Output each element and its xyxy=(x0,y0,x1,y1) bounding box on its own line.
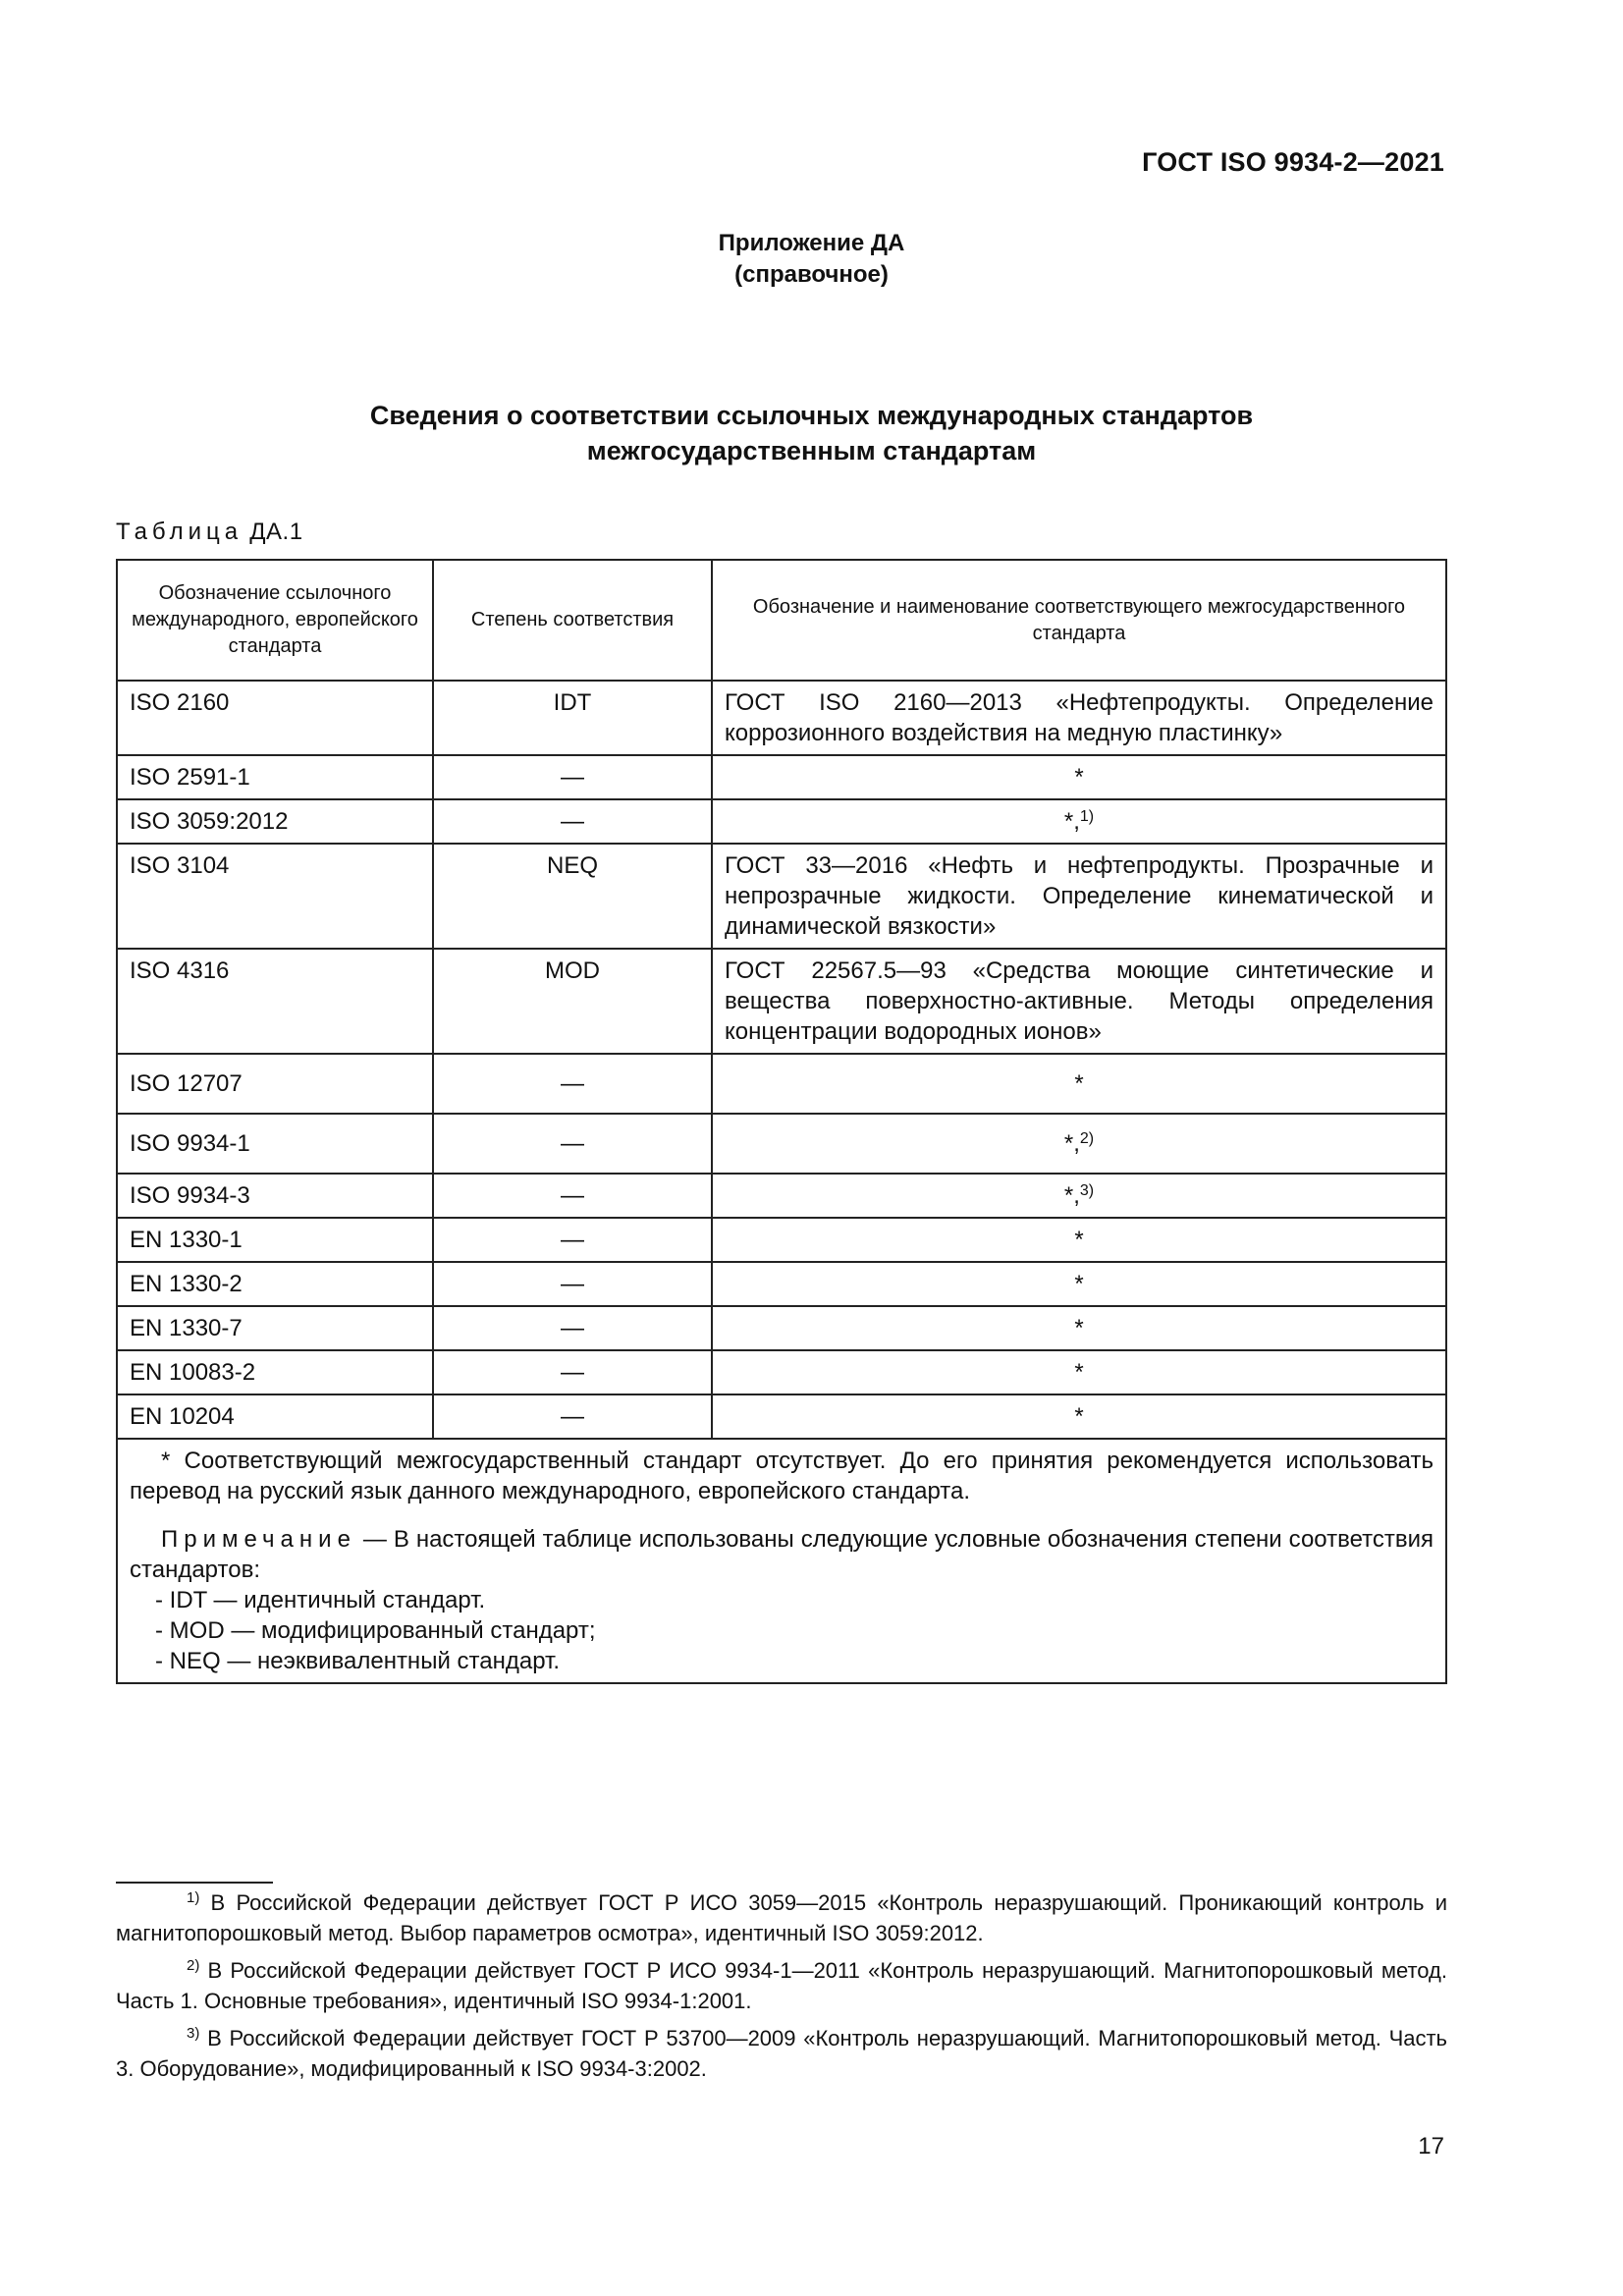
table-row xyxy=(117,1114,1446,1174)
appendix-subtitle: (справочное) xyxy=(734,261,889,288)
cell-reference: EN 1330-1 xyxy=(117,1218,433,1262)
cell-degree: — xyxy=(433,1350,712,1394)
cell-standard: * xyxy=(712,1306,1446,1350)
cell-standard: ГОСТ ISO 2160—2013 «Нефтепродукты. Определение коррозионного воздействия на медную пластинку» xyxy=(712,681,1446,755)
table-footnote-star: * Соответствующий межгосударственный стандарт отсутствует. До его принятия рекомендуется использовать перевод на русский язык данного международного, европейского стандарта. xyxy=(130,1448,1434,1504)
document-designation: ГОСТ ISO 9934-2—2021 xyxy=(1142,147,1444,177)
cell-degree: NEQ xyxy=(433,844,712,949)
cell-standard-text: *, xyxy=(1063,1130,1080,1157)
table-header-row xyxy=(117,560,1446,681)
table-row xyxy=(117,799,1446,844)
table-caption xyxy=(116,519,303,546)
cell-reference: EN 1330-2 xyxy=(117,1262,433,1306)
cell-reference: ISO 9934-3 xyxy=(117,1174,433,1218)
footnote-text: В Российской Федерации действует ГОСТ Р 53700—2009 «Контроль неразрушающий. Магнитопорошковый метод. Часть 3. Оборудование», модифицированный к ISO 9934-3:2002. xyxy=(116,2026,1447,2081)
table-row xyxy=(117,1054,1446,1114)
note-list xyxy=(130,1585,1434,1676)
list-item: - IDT — идентичный стандарт. xyxy=(155,1587,486,1613)
cell-reference: ISO 4316 xyxy=(117,949,433,1054)
cell-degree: — xyxy=(433,799,712,844)
cell-degree: — xyxy=(433,1306,712,1350)
cell-standard-text: *, xyxy=(1063,1182,1080,1209)
appendix-heading xyxy=(0,228,1623,291)
cell-reference: EN 10083-2 xyxy=(117,1350,433,1394)
footnote-mark: 3) xyxy=(187,2025,200,2042)
cell-standard: * xyxy=(712,1054,1446,1114)
table-notes-row xyxy=(117,1439,1446,1683)
list-item: - NEQ — неэквивалентный стандарт. xyxy=(155,1648,561,1674)
footnote-text: В Российской Федерации действует ГОСТ Р ИСО 9934-1—2011 «Контроль неразрушающий. Магнитопорошковый метод. Часть 1. Основные требования», идентичный ISO 9934-1:2001. xyxy=(116,1958,1447,2013)
page-number: 17 xyxy=(1418,2133,1444,2159)
table-notes xyxy=(117,1439,1446,1683)
cell-degree: — xyxy=(433,1174,712,1218)
cell-reference: ISO 12707 xyxy=(117,1054,433,1114)
footnotes xyxy=(116,1887,1447,2091)
cell-degree: — xyxy=(433,1218,712,1262)
cell-reference: ISO 2591-1 xyxy=(117,755,433,799)
cell-standard xyxy=(712,1114,1446,1174)
table-row xyxy=(117,755,1446,799)
cell-reference: ISO 9934-1 xyxy=(117,1114,433,1174)
footnote-3 xyxy=(116,2023,1447,2084)
table-caption-word: Таблица xyxy=(116,519,243,545)
cell-reference: ISO 3104 xyxy=(117,844,433,949)
cell-standard: * xyxy=(712,755,1446,799)
page-title-line-2: межгосударственным стандартам xyxy=(586,436,1037,465)
table-row xyxy=(117,1350,1446,1394)
table-row xyxy=(117,1306,1446,1350)
cell-degree: — xyxy=(433,1262,712,1306)
table-row xyxy=(117,949,1446,1054)
note-text: — В настоящей таблице использованы следующие условные обозначения степени соответствия стандартов: xyxy=(130,1526,1434,1583)
cell-standard xyxy=(712,799,1446,844)
correspondence-table xyxy=(116,559,1447,1684)
footnote-text: В Российской Федерации действует ГОСТ Р ИСО 3059—2015 «Контроль неразрушающий. Проникающий контроль и магнитопорошковый метод. Выбор параметров осмотра», идентичный ISO 3059:2012. xyxy=(116,1890,1447,1945)
page-title-line-1: Сведения о соответствии ссылочных международных стандартов xyxy=(369,401,1254,430)
table-note xyxy=(130,1524,1434,1585)
cell-reference: EN 10204 xyxy=(117,1394,433,1439)
cell-degree: — xyxy=(433,755,712,799)
cell-standard xyxy=(712,1174,1446,1218)
cell-degree: — xyxy=(433,1054,712,1114)
cell-degree: — xyxy=(433,1394,712,1439)
cell-degree: MOD xyxy=(433,949,712,1054)
column-header-degree: Степень соответствия xyxy=(433,560,712,681)
footnote-ref: 3) xyxy=(1079,1182,1095,1199)
cell-standard: * xyxy=(712,1350,1446,1394)
table-caption-number: ДА.1 xyxy=(249,519,303,545)
footnote-mark: 1) xyxy=(187,1889,200,1906)
footnote-2 xyxy=(116,1955,1447,2016)
cell-reference: EN 1330-7 xyxy=(117,1306,433,1350)
cell-reference: ISO 2160 xyxy=(117,681,433,755)
cell-standard: * xyxy=(712,1218,1446,1262)
appendix-title: Приложение ДА xyxy=(718,230,905,256)
footnote-1 xyxy=(116,1887,1447,1948)
cell-reference: ISO 3059:2012 xyxy=(117,799,433,844)
note-label: Примечание xyxy=(161,1526,356,1553)
cell-standard-text: *, xyxy=(1063,808,1080,835)
footnote-mark: 2) xyxy=(187,1957,200,1974)
table-row xyxy=(117,681,1446,755)
cell-standard: ГОСТ 33—2016 «Нефть и нефтепродукты. Прозрачные и непрозрачные жидкости. Определение кинематической и динамической вязкости» xyxy=(712,844,1446,949)
column-header-standard: Обозначение и наименование соответствующего межгосударственного стандарта xyxy=(712,560,1446,681)
table-row xyxy=(117,1174,1446,1218)
list-item: - MOD — модифицированный стандарт; xyxy=(155,1617,596,1644)
table-row xyxy=(117,844,1446,949)
footnote-ref: 2) xyxy=(1079,1130,1095,1147)
footnote-separator xyxy=(116,1882,273,1884)
cell-standard: ГОСТ 22567.5—93 «Средства моющие синтетические и вещества поверхностно-активные. Методы определения концентрации водородных ионов» xyxy=(712,949,1446,1054)
page-title xyxy=(0,398,1623,468)
table-row xyxy=(117,1262,1446,1306)
cell-degree: IDT xyxy=(433,681,712,755)
column-header-reference: Обозначение ссылочного международного, европейского стандарта xyxy=(117,560,433,681)
footnote-ref: 1) xyxy=(1079,808,1095,825)
table-row xyxy=(117,1394,1446,1439)
cell-degree: — xyxy=(433,1114,712,1174)
cell-standard: * xyxy=(712,1394,1446,1439)
table-row xyxy=(117,1218,1446,1262)
cell-standard: * xyxy=(712,1262,1446,1306)
